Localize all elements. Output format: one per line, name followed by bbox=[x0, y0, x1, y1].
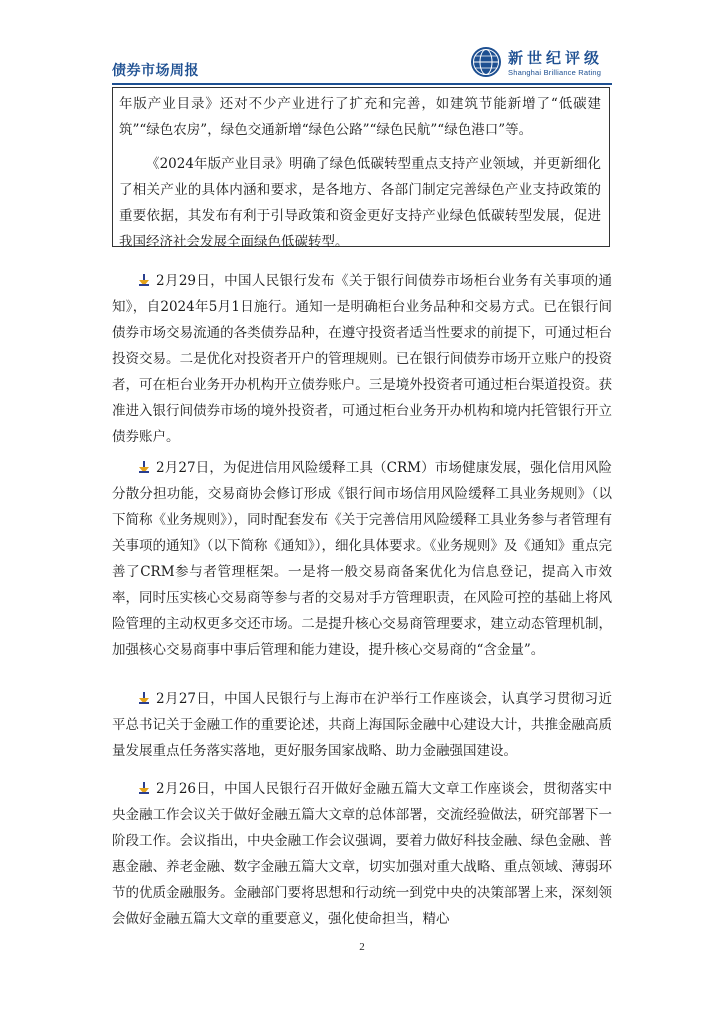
news-item bbox=[112, 455, 612, 663]
box-paragraph: 年版产业目录》还对不少产业进行了扩充和完善，如建筑节能新增了“低碳建筑”“绿色农房”，绿色交通新增“绿色公路”“绿色民航”“绿色港口”等。 bbox=[119, 96, 601, 138]
logo-english-name: Shanghai Brilliance Rating bbox=[508, 68, 602, 77]
company-logo bbox=[470, 44, 610, 80]
news-item bbox=[112, 268, 612, 450]
box-paragraph: 《2024年版产业目录》明确了绿色低碳转型重点支持产业领域，并更新细化了相关产业的具体内涵和要求，是各地方、各部门制定完善绿色产业支持政策的重要依据，其发布有利于引导政策和资金更好支持产业绿色低碳转型发展，促进我国经济社会发展全面绿色低碳转型。 bbox=[119, 156, 601, 250]
report-title: 债券市场周报 bbox=[112, 63, 199, 79]
bullet-icon bbox=[139, 274, 150, 286]
globe-logo-icon bbox=[470, 46, 502, 78]
page-header bbox=[112, 40, 612, 82]
news-text: 2月27日，为促进信用风险缓释工具（CRM）市场健康发展，强化信用风险分散分担功能，交易商协会修订形成《银行间市场信用风险缓释工具业务规则》（以下简称《业务规则》），同时配套发布《关于完善信用风险缓释工具业务参与者管理有关事项的通知》（以下简称《通知》），细化具体要求。《业务规则》及《通知》重点完善了CRM参与者管理框架。一是将一般交易商备案优化为信息登记，提高入市效率，同时压实核心交易商等参与者的交易对手方管理职责，在风险可控的基础上将风险管理的主动权更多交还市场。二是提升核心交易商管理要求，建立动态管理机制，加强核心交易商事中事后管理和能力建设，提升核心交易商的“含金量”。 bbox=[112, 460, 612, 658]
news-item bbox=[112, 686, 612, 764]
news-text: 2月27日，中国人民银行与上海市在沪举行工作座谈会，认真学习贯彻习近平总书记关于金融工作的重要论述，共商上海国际金融中心建设大计，共推金融高质量发展重点任务落实落地，更好服务国家战略、助力金融强国建设。 bbox=[112, 691, 612, 759]
news-item bbox=[112, 776, 612, 932]
page-number: 2 bbox=[359, 941, 365, 953]
news-text: 2月29日，中国人民银行发布《关于银行间债券市场柜台业务有关事项的通知》，自2024年5月1日施行。通知一是明确柜台业务品种和交易方式。已在银行间债券市场交易流通的各类债券品种，在遵守投资者适当性要求的前提下，可通过柜台投资交易。二是优化对投资者开户的管理规则。已在银行间债券市场开立账户的投资者，可在柜台业务开办机构开立债券账户。三是境外投资者可通过柜台渠道投资。获准进入银行间债券市场的境外投资者，可通过柜台业务开办机构和境内托管银行开立债券账户。 bbox=[112, 273, 612, 445]
bullet-icon bbox=[139, 461, 150, 473]
boxed-excerpt bbox=[112, 87, 610, 250]
header-divider bbox=[112, 83, 612, 85]
news-text: 2月26日，中国人民银行召开做好金融五篇大文章工作座谈会，贯彻落实中央金融工作会议关于做好金融五篇大文章的总体部署，交流经验做法，研究部署下一阶段工作。会议指出，中央金融工作会议强调，要着力做好科技金融、绿色金融、普惠金融、养老金融、数字金融五篇大文章，切实加强对重大战略、重点领域、薄弱环节的优质金融服务。金融部门要将思想和行动统一到党中央的决策部署上来，深刻领会做好金融五篇大文章的重要意义，强化使命担当，精心 bbox=[112, 781, 612, 927]
bullet-icon bbox=[139, 782, 150, 794]
bullet-icon bbox=[139, 692, 150, 704]
logo-chinese-name: 新世纪评级 bbox=[508, 49, 604, 67]
